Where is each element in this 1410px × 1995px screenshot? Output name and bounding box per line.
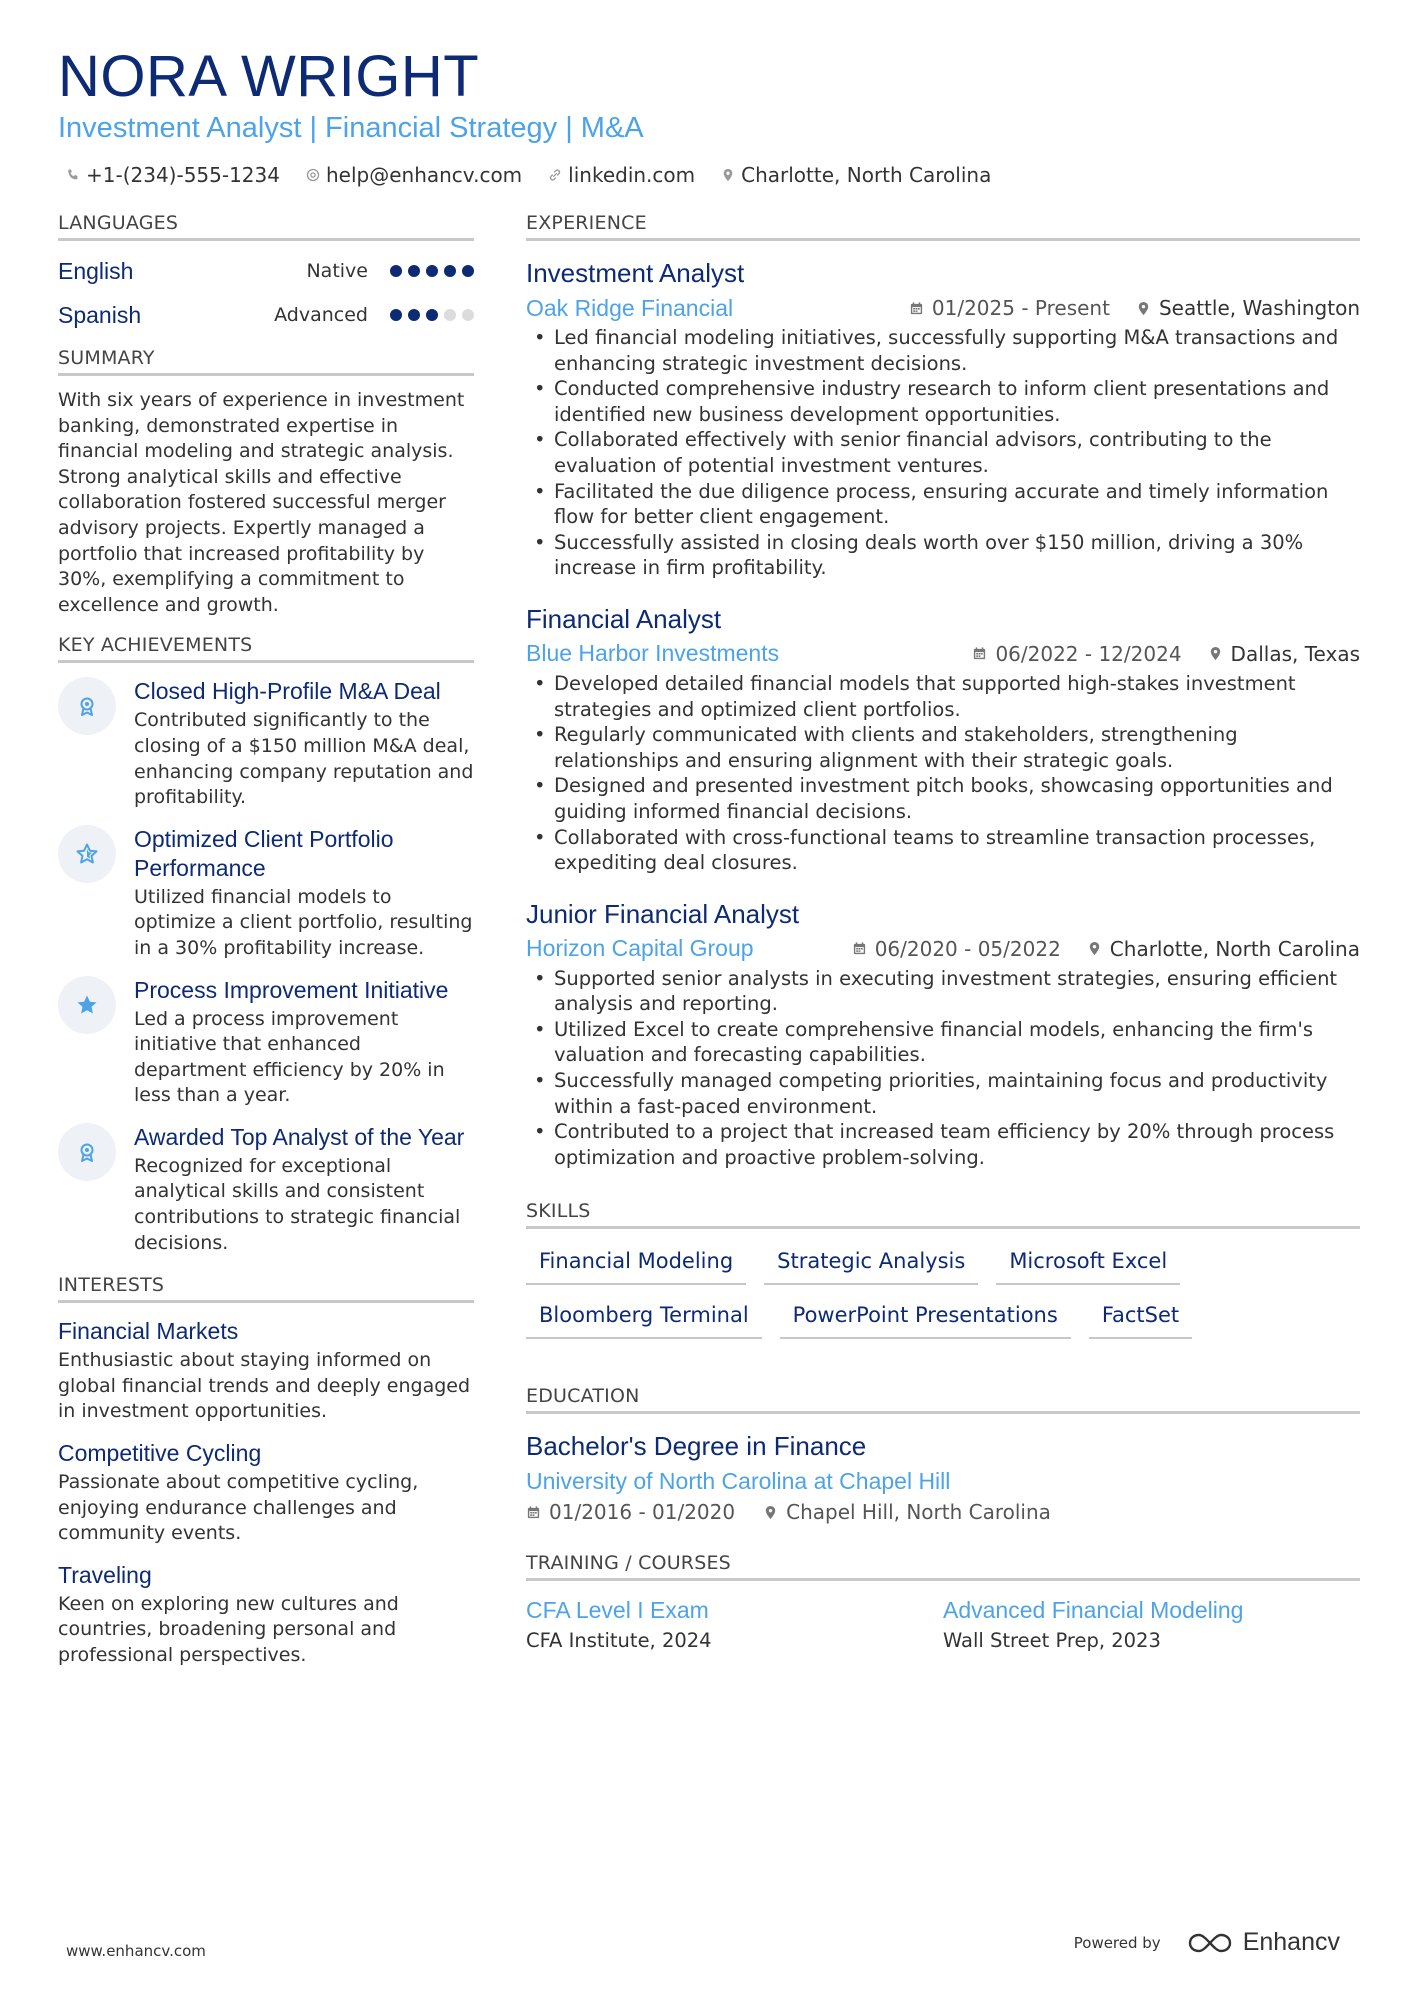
- powered-by-text: Powered by: [1073, 1933, 1161, 1952]
- job-location-text: Seattle, Washington: [1158, 296, 1360, 320]
- job-dates-text: 06/2020 - 05/2022: [874, 936, 1061, 961]
- star-outline-icon: [75, 842, 99, 866]
- job-location: [1208, 642, 1360, 666]
- language-item: [58, 293, 474, 337]
- course-item: [526, 1595, 943, 1652]
- language-item: [58, 249, 474, 293]
- location-pin-icon: [721, 168, 735, 182]
- job-bullets: [526, 671, 1360, 876]
- location-pin-icon: [763, 1505, 778, 1520]
- achievement-icon-badge: [58, 677, 116, 735]
- skill-tag: Strategic Analysis: [764, 1241, 978, 1285]
- footer-branding: [1074, 1928, 1340, 1957]
- job-bullet: • Facilitated the due diligence process, ensuring accurate and timely information flow for better client engagement.: [526, 479, 1360, 530]
- job-bullets: [526, 325, 1360, 581]
- job-location: [1136, 296, 1360, 320]
- job-meta: [526, 293, 1360, 323]
- contact-bar: [66, 163, 1017, 187]
- job-dates-text: 01/2025 - Present: [931, 296, 1110, 320]
- calendar-icon: [526, 1505, 541, 1520]
- achievement-item: [58, 825, 474, 962]
- skill-tag: Microsoft Excel: [996, 1241, 1180, 1285]
- contact-phone[interactable]: [66, 163, 280, 187]
- job-location-text: Charlotte, North Carolina: [1109, 936, 1360, 961]
- at-icon: [306, 168, 320, 182]
- achievement-title: Optimized Client Portfolio Performance: [134, 825, 394, 881]
- job-bullet: • Collaborated with cross-functional teams to streamline transaction processes, expediting deal closures.: [526, 825, 1360, 876]
- skill-tag: Financial Modeling: [526, 1241, 746, 1285]
- email-text: help@enhancv.com: [325, 163, 523, 187]
- course-provider: CFA Institute, 2024: [526, 1629, 712, 1653]
- rating-dot: [390, 309, 402, 321]
- rating-dot: [462, 309, 474, 321]
- phone-icon: [66, 168, 80, 182]
- language-level: Advanced: [274, 304, 368, 326]
- award-icon: [75, 1140, 99, 1164]
- brand-logo[interactable]: [1187, 1928, 1340, 1957]
- job-title: Financial Analyst: [526, 603, 722, 634]
- job-bullet: • Collaborated effectively with senior financial advisors, contributing to the evaluation of potential investment ventures.: [526, 427, 1360, 478]
- skill-tag: PowerPoint Presentations: [780, 1295, 1071, 1339]
- languages-list: [58, 249, 474, 337]
- star-icon: [75, 993, 99, 1017]
- interest-item: [58, 1317, 474, 1425]
- interest-title: Financial Markets: [58, 1318, 239, 1345]
- rating-dot: [462, 265, 474, 277]
- rating-dot: [426, 309, 438, 321]
- contact-location: [721, 163, 991, 187]
- job-meta: [526, 639, 1360, 669]
- job-bullet: • Regularly communicated with clients and stakeholders, strengthening relationships and ensuring alignment with their strategic goals.: [526, 722, 1360, 773]
- summary-heading: SUMMARY: [58, 347, 474, 376]
- contact-email[interactable]: [306, 163, 522, 187]
- course-item: [943, 1595, 1360, 1652]
- location-text: Charlotte, North Carolina: [741, 163, 992, 187]
- linkedin-text: linkedin.com: [568, 163, 696, 187]
- enhancv-logo-icon: [1187, 1931, 1233, 1955]
- achievement-desc: Led a process improvement initiative that enhanced department efficiency by 20% in less than a year.: [134, 1007, 445, 1107]
- skill-tag: Bloomberg Terminal: [526, 1295, 762, 1339]
- interest-desc: Passionate about competitive cycling, enjoying endurance challenges and community events.: [58, 1471, 419, 1545]
- achievement-item: [58, 976, 474, 1109]
- interest-title: Traveling: [58, 1561, 152, 1588]
- language-rating: [384, 309, 474, 321]
- phone-text: +1-(234)-555-1234: [86, 163, 280, 187]
- job-bullet: • Utilized Excel to create comprehensive financial models, enhancing the firm's valuation and forecasting capabilities.: [526, 1017, 1360, 1068]
- interest-desc: Enthusiastic about staying informed on global financial trends and deeply engaged in investment opportunities.: [58, 1349, 471, 1423]
- course-title: CFA Level I Exam: [526, 1597, 709, 1624]
- experience-item: [526, 898, 1360, 1171]
- courses-list: [526, 1595, 1360, 1652]
- achievement-item: [58, 1123, 474, 1256]
- achievement-title: Closed High-Profile M&A Deal: [134, 678, 441, 705]
- job-bullet: • Developed detailed financial models that supported high-stakes investment strategies and optimized client portfolios.: [526, 671, 1360, 722]
- education-location: [763, 1500, 1051, 1524]
- achievement-icon-badge: [58, 825, 116, 883]
- skills-heading: SKILLS: [526, 1200, 1360, 1229]
- left-column: [58, 212, 474, 1669]
- job-dates: [972, 642, 1181, 666]
- achievement-icon-badge: [58, 976, 116, 1034]
- rating-dot: [426, 265, 438, 277]
- school-name: University of North Carolina at Chapel Hill: [526, 1468, 951, 1495]
- course-title: Advanced Financial Modeling: [943, 1597, 1244, 1624]
- interest-title: Competitive Cycling: [58, 1440, 262, 1467]
- job-bullet: • Contributed to a project that increased team efficiency by 20% through process optimization and proactive problem-solving.: [526, 1119, 1360, 1170]
- right-column: [526, 212, 1360, 1652]
- job-title: Investment Analyst: [526, 258, 745, 288]
- link-icon: [548, 168, 562, 182]
- candidate-name: NORA WRIGHT: [58, 44, 480, 109]
- interest-item: [58, 1439, 474, 1547]
- footer-website[interactable]: www.enhancv.com: [66, 1942, 206, 1960]
- job-dates-text: 06/2022 - 12/2024: [995, 641, 1182, 666]
- experience-item: [526, 257, 1360, 581]
- job-bullet: • Conducted comprehensive industry research to inform client presentations and identified new business development opportunities.: [526, 376, 1360, 427]
- job-bullet: • Supported senior analysts in executing investment strategies, ensuring efficient analysis and reporting.: [526, 966, 1360, 1017]
- education-item: [526, 1430, 1360, 1524]
- brand-name: Enhancv: [1242, 1928, 1340, 1956]
- experience-heading: EXPERIENCE: [526, 212, 1360, 241]
- achievement-title: Process Improvement Initiative: [134, 976, 449, 1003]
- achievement-desc: Utilized financial models to optimize a client portfolio, resulting in a 30% profitability increase.: [134, 885, 473, 959]
- job-title: Junior Financial Analyst: [526, 898, 800, 929]
- education-heading: EDUCATION: [526, 1385, 1360, 1414]
- training-heading: TRAINING / COURSES: [526, 1552, 1360, 1581]
- languages-heading: LANGUAGES: [58, 212, 474, 241]
- rating-dot: [408, 265, 420, 277]
- calendar-icon: [852, 941, 867, 956]
- award-icon: [75, 694, 99, 718]
- company-name: Horizon Capital Group: [526, 935, 754, 962]
- job-bullet: • Successfully managed competing priorities, maintaining focus and productivity within a fast-paced environment.: [526, 1068, 1360, 1119]
- language-name: Spanish: [58, 301, 142, 328]
- job-bullet: • Led financial modeling initiatives, successfully supporting M&A transactions and enhancing strategic investment decisions.: [526, 325, 1360, 376]
- interests-heading: INTERESTS: [58, 1274, 474, 1303]
- calendar-icon: [972, 646, 987, 661]
- rating-dot: [444, 265, 456, 277]
- job-bullets: [526, 966, 1360, 1171]
- interest-desc: Keen on exploring new cultures and countries, broadening personal and professional perspectives.: [58, 1592, 399, 1666]
- job-meta: [526, 934, 1360, 964]
- achievement-title: Awarded Top Analyst of the Year: [134, 1123, 465, 1150]
- rating-dot: [390, 265, 402, 277]
- job-bullet: • Successfully assisted in closing deals worth over $150 million, driving a 30% increase in firm profitability.: [526, 530, 1360, 581]
- skill-tag: FactSet: [1089, 1295, 1192, 1339]
- interest-item: [58, 1561, 474, 1669]
- location-pin-icon: [1136, 301, 1151, 316]
- rating-dot: [444, 309, 456, 321]
- language-rating: [384, 265, 474, 277]
- job-location: [1087, 937, 1360, 961]
- job-dates: [852, 937, 1061, 961]
- company-name: Blue Harbor Investments: [526, 640, 780, 667]
- achievement-desc: Contributed significantly to the closing of a $150 million M&A deal, enhancing company reputation and profitability.: [134, 709, 474, 809]
- language-name: English: [58, 257, 134, 284]
- location-pin-icon: [1208, 646, 1223, 661]
- rating-dot: [408, 309, 420, 321]
- job-dates: [909, 296, 1110, 320]
- skills-list: [526, 1241, 1360, 1349]
- company-name: Oak Ridge Financial: [526, 294, 734, 321]
- calendar-icon: [909, 301, 924, 316]
- candidate-headline: Investment Analyst | Financial Strategy | M&A: [58, 112, 644, 144]
- education-dates: [526, 1500, 735, 1524]
- experience-item: [526, 603, 1360, 876]
- achievement-icon-badge: [58, 1123, 116, 1181]
- achievement-desc: Recognized for exceptional analytical skills and consistent contributions to strategic financial decisions.: [134, 1154, 461, 1254]
- education-dates-text: 01/2016 - 01/2020: [549, 1500, 736, 1525]
- summary-text: With six years of experience in investment banking, demonstrated expertise in financial modeling and strategic analysis. Strong analytical skills and effective collaboration fostered successful merger advisory projects. Expertly managed a portfolio that increased profitability by 30%, exemplifying a commitment to excellence and growth.: [58, 389, 465, 616]
- job-bullet: • Designed and presented investment pitch books, showcasing opportunities and guiding informed financial decisions.: [526, 773, 1360, 824]
- language-level: Native: [306, 260, 368, 282]
- contact-linkedin[interactable]: [548, 163, 695, 187]
- course-provider: Wall Street Prep, 2023: [943, 1629, 1161, 1653]
- education-location-text: Chapel Hill, North Carolina: [786, 1500, 1051, 1525]
- achievements-heading: KEY ACHIEVEMENTS: [58, 634, 474, 663]
- job-location-text: Dallas, Texas: [1230, 641, 1360, 666]
- education-meta: [526, 1500, 1360, 1524]
- location-pin-icon: [1087, 941, 1102, 956]
- degree-title: Bachelor's Degree in Finance: [526, 1431, 867, 1462]
- achievement-item: [58, 677, 474, 810]
